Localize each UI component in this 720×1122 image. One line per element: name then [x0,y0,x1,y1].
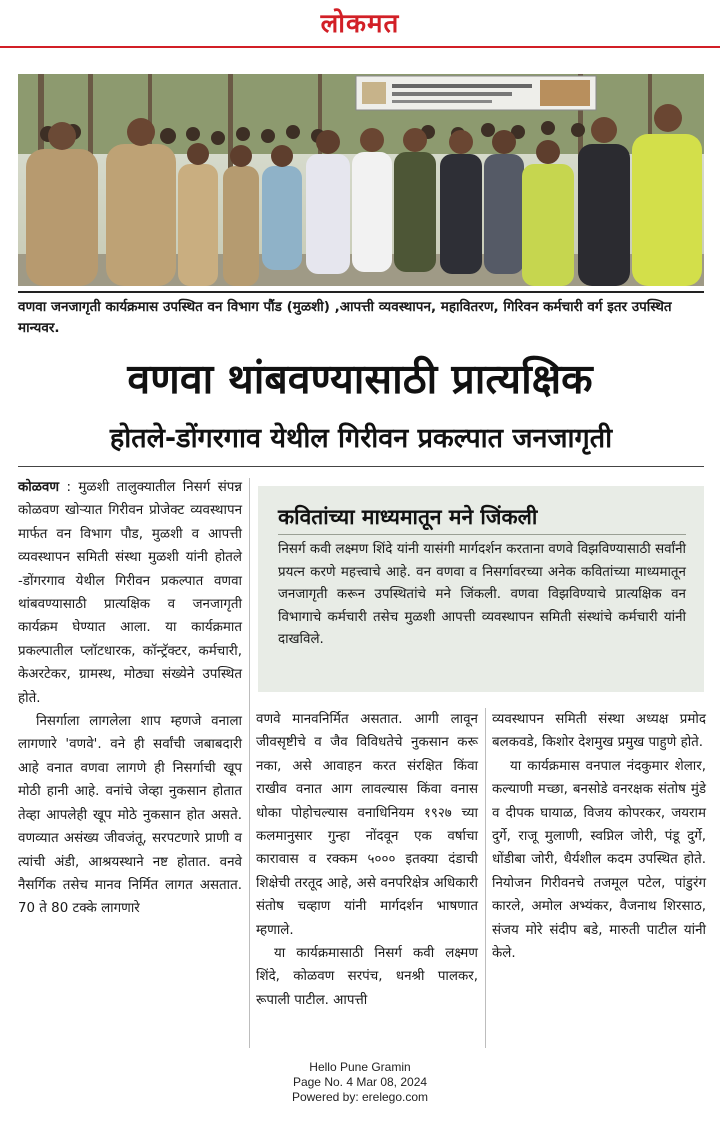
column-divider [249,478,250,1048]
subheadline: होतले-डोंगरगाव येथील गिरीवन प्रकल्पात जनजागृती [109,423,613,454]
article-column-2 [256,708,478,1012]
photo-caption: वणवा जनजागृती कार्यक्रमास उपस्थित वन विभाग पौंड (मुळशी) ,आपत्ती व्यवस्थापन, महावितरण, गिरिवन कर्मचारी वर्ग इतर उपस्थित मान्यवर. [18,299,672,336]
powered-by: Powered by: erelego.com [291,1090,429,1104]
headline: वणवा थांबवण्यासाठी प्रात्यक्षिक [127,355,593,403]
column-divider [485,708,486,1048]
article-column-3 [492,708,706,965]
news-photo [18,74,704,286]
article-column-1 [18,476,242,921]
article-paragraph: व्यवस्थापन समिती संस्था अध्यक्ष प्रमोद बलकवडे, किशोर देशमुख प्रमुख पाहुणे होते. [492,712,706,751]
sidebar-text: निसर्ग कवी लक्ष्मण शिंदे यांनी यासंगी मार्गदर्शन करताना वणवे विझविण्यासाठी सर्वांनी प्रयत्न करणे महत्त्वाचे आहे. वन वणवा व निसर्गावरच्या अनेक कवितांच्या माध्यमातून जनजागृती करून उपस्थितांचे मने जिंकली. वणवा विझविण्याचे प्रात्यक्षिक वन विभागाचे कर्मचारी तसेच मुळशी आपत्ती व्यवस्थापन समिती संस्थांचे कर्मचारी यांनी दाखविले. [278,542,686,647]
photo-divider [18,291,704,293]
sidebar-title: कवितांच्या माध्यमातून मने जिंकली [278,502,686,535]
sidebar-box [258,486,704,692]
newspaper-logo: लोकमत [320,9,400,39]
paragraph-text: : मुळशी तालुक्यातील निसर्ग संपन्न कोळवण खोऱ्यात गिरीवन प्रोजेक्ट व्यवस्थापन मार्फत वन विभाग पौड, मुळशी व आपत्ती व्यवस्थापन समिती संस्था मुळशी यांनी होतले -डोंगरगाव येथील गिरीवन प्रकल्पात वणवा थांबवण्यासाठी प्रात्यक्षिक व जनजागृती कार्यक्रम घेण्यात आला. या कार्यक्रमात प्रकल्पातील प्लॉटधारक, कॉन्ट्रॅक्टर, कर्मचारी, केअरटेकर, ग्रामस्थ, मोठ्या संख्येने उपस्थित होते. [18,480,242,706]
article-paragraph: या कार्यक्रमास वनपाल नंदकुमार शेलार, कल्याणी मच्छा, बनसोडे वनरक्षक संतोष मुंडे व दीपक घायाळ, विजय कोपरकर, जयराम दुर्गे, राजू मुलाणी, स्वप्निल जोरी, पंडू दुर्गे, धोंडीबा जोरी, धैर्यशील कदम उपस्थित होते. नियोजन गिरीवनचे तजमूल पटेल, पांडुरंग कारले, अमोल अभ्यंकर, वैजनाथ शिरसाठ, संजय मोरे संदीप बडे, मारुती पाटील यांनी केले. [492,758,706,962]
article-paragraph: निसर्गाला लागलेला शाप म्हणजे वनाला लागणारे 'वणवे'. वने ही सर्वांची जबाबदारी आहे वनात वणवा लागणे ही निसर्गाची खूप मोठी हानी आहे. वनांचे जेव्हा नुकसान होतात तेव्हा आपलेही खूप मोठे नुकसान होत असते. वणव्यात असंख्य जीवजंतू, सरपटणारे प्राणी व त्यांची अंडी, आश्रयस्थाने नष्ट होतात. वनवे नैसर्गिक तसेच मानव निर्मित लागत असतात. 70 ते 80 टक्के लागणारे [18,714,242,917]
headline-divider [18,466,704,467]
article-paragraph [18,476,242,710]
dateline: कोळवण [18,480,60,495]
edition-name: Hello Pune Gramin [309,1060,411,1074]
masthead [0,0,720,48]
article-paragraph: वणवे मानवनिर्मित असतात. आगी लावून जीवसृष्टीचे व जैव विविधतेचे नुकसान करू नका, असे आवाहन करत संरक्षित किंवा राखीव वनात आग लावल्यास किंवा वनास धोका पोहोचल्यास वनाधिनियम १९२७ च्या कलमानुसार गुन्हा नोंदवून एक वर्षाचा कारावास व रक्कम ५००० इतक्या दंडाची शिक्षेची तरतूद आहे, असे वनपरिक्षेत्र अधिकारी संतोष चव्हाण यांनी मार्गदर्शन भाषणात म्हणाले. [256,712,478,938]
article-paragraph: या कार्यक्रमासाठी निसर्ग कवी लक्ष्मण शिंदे, कोळवण सरपंच, धनश्री पालकर, रूपाली पाटील. आपत्ती [256,946,478,1008]
group-photo-image [18,74,704,286]
page-footer [240,1060,480,1105]
page-and-date: Page No. 4 Mar 08, 2024 [292,1075,428,1089]
